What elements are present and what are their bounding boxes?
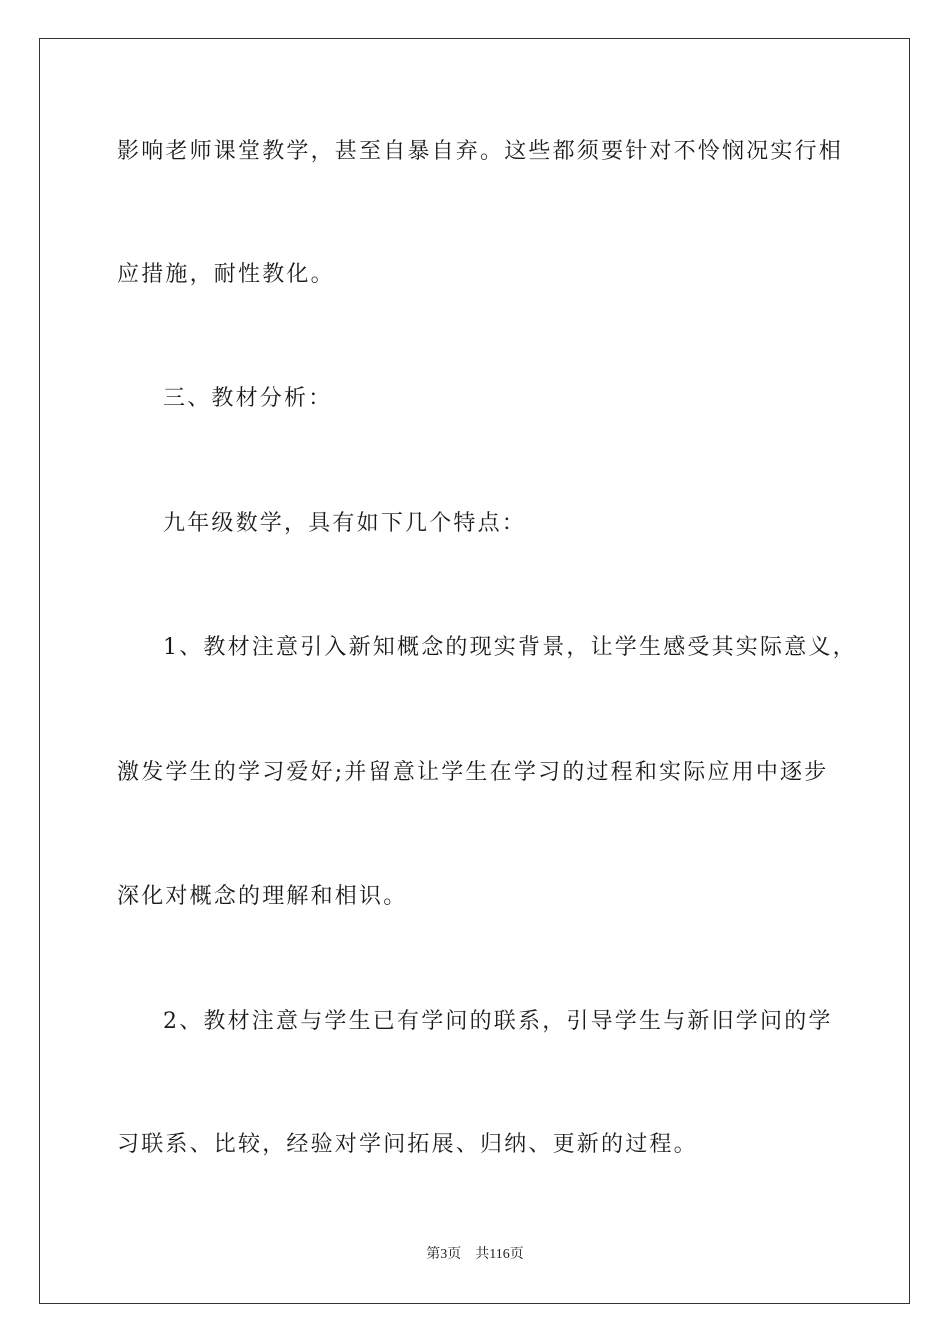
page-footer: [0, 1246, 950, 1264]
page-border: [39, 38, 910, 1304]
body-text-line-1: 影响老师课堂教学，甚至自暴自弃。这些都须要针对不怜悯况实行相: [117, 139, 844, 164]
section-heading-textbook-analysis: 三、教材分析：: [163, 386, 333, 411]
list-item-2-line-1: 2、教材注意与学生已有学问的联系，引导学生与新旧学问的学: [163, 1009, 833, 1034]
body-text-line-4: 九年级数学，具有如下几个特点：: [163, 511, 527, 536]
page-total: 共116页: [475, 1247, 524, 1262]
list-item-1-line-1: 1、教材注意引入新知概念的现实背景，让学生感受其实际意义，: [163, 635, 857, 660]
list-item-1-line-2: 激发学生的学习爱好;并留意让学生在学习的过程和实际应用中逐步: [117, 760, 829, 785]
list-item-2-line-2: 习联系、比较，经验对学问拓展、归纳、更新的过程。: [117, 1132, 698, 1157]
body-text-line-2: 应措施，耐性教化。: [117, 262, 335, 287]
list-item-1-line-3: 深化对概念的理解和相识。: [117, 884, 408, 909]
page-number: 第3页: [426, 1247, 462, 1262]
